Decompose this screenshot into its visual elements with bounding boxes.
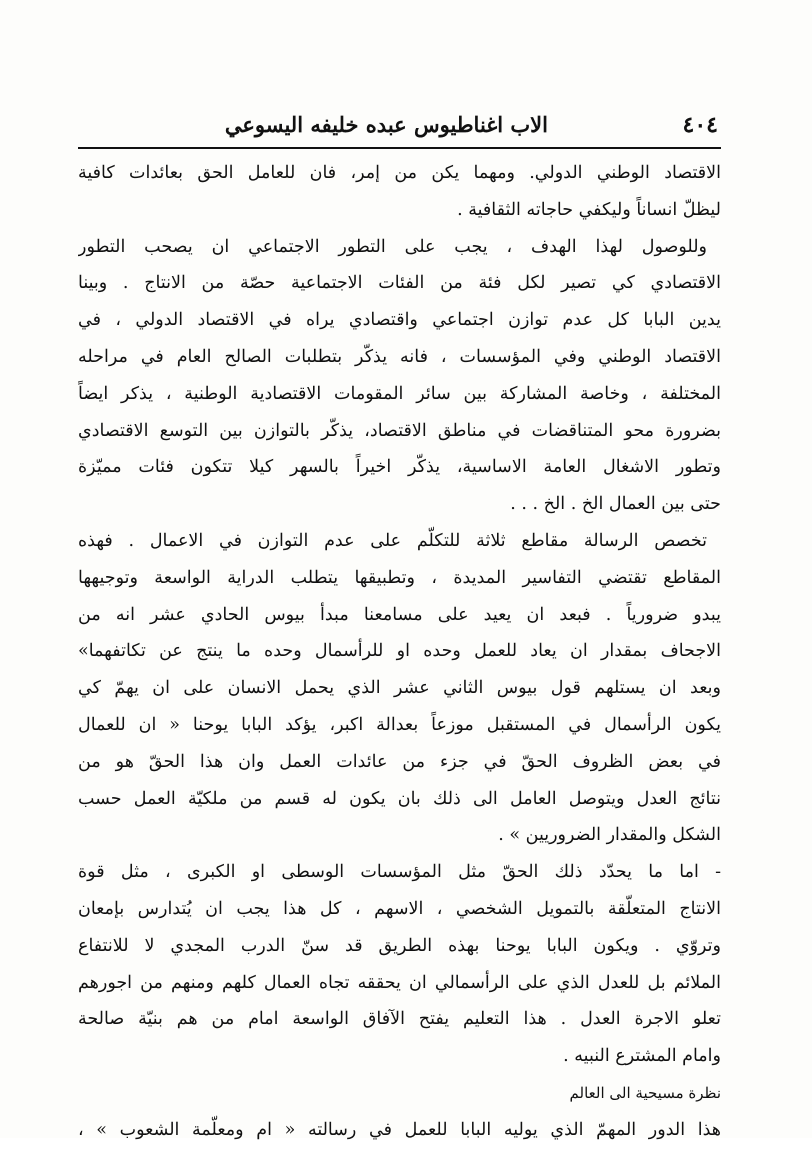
text-line: الشكل والمقدار الضروريين » . — [498, 825, 721, 846]
text-line: وتطور الاشغال العامة الاساسية، يذكّر اخيراً بالسهر كيلا تتكون فئات مميّزة — [78, 457, 721, 478]
text-line: وبعد ان يستلهم قول بيوس الثاني عشر الذي يحمل الانسان على ان يهمّ كي — [78, 678, 721, 699]
text-line: وامام المشترع النبيه . — [563, 1046, 721, 1067]
text-line: يكون الرأسمال في المستقبل موزعاً بعدالة اكبر، يؤكد البابا يوحنا « ان للعمال — [78, 714, 721, 735]
page-number: ٤٠٤ — [682, 112, 718, 138]
text-line: حتى بين العمال الخ . الخ . . . — [510, 494, 721, 515]
text-line: المختلفة ، وخاصة المشاركة بين سائر المقومات الاقتصادية الوطنية ، يذكر ايضاً — [78, 383, 721, 404]
text-line: يبدو ضرورياً . فبعد ان يعيد على مسامعنا مبدأ بيوس الحادي عشر انه من — [78, 604, 721, 625]
running-title: الاب اغناطيوس عبده خليفه اليسوعي — [224, 112, 548, 137]
text-line: الاقتصادي كي تصير لكل فئة من الفئات الاجتماعية حصّة من الانتاج . وبينا — [78, 273, 721, 294]
text-line: هذا الدور المهمّ الذي يوليه البابا للعمل في رسالته « ام ومعلّمة الشعوب » ، — [78, 1119, 721, 1140]
text-line: يدين البابا كل عدم توازن اجتماعي واقتصادي يراه في الاقتصاد الدولي ، في — [78, 310, 721, 331]
text-line: بضرورة محو المتناقضات في مناطق الاقتصاد، يذكّر بالتوازن بين التوسع الاقتصادي — [78, 420, 721, 441]
page-header — [78, 108, 718, 146]
text-line: ليظلّ انساناً وليكفي حاجاته الثقافية . — [457, 199, 721, 220]
text-line: الاجحاف بمقدار ان يعاد للعمل وحده او للرأسمال وحده ما ينتج عن تكاتفهما» — [78, 641, 721, 662]
text-line: تخصص الرسالة مقاطع ثلاثة للتكلّم على عدم التوازن في الاعمال . فهذه — [78, 530, 707, 551]
body-text — [78, 155, 721, 1140]
text-line: وللوصول لهذا الهدف ، يجب على التطور الاجتماعي ان يصحب التطور — [78, 236, 707, 257]
header-rule — [78, 147, 721, 149]
text-line: الملائم بل للعدل الذي على الرأسمالي ان يحققه تجاه العمال كلهم ومنهم من اجورهم — [78, 972, 721, 993]
text-line: وتروّي . ويكون البابا يوحنا بهذه الطريق قد سنّ الدرب المجدي لا للانتفاع — [78, 935, 721, 956]
text-line: الاقتصاد الوطني وفي المؤسسات ، فانه يذكّر بتطلبات الصالح العام في مراحله — [78, 346, 721, 367]
text-line: تعلو الاجرة العدل . هذا التعليم يفتح الآفاق الواسعة امام من هم بنيّة صالحة — [78, 1009, 721, 1030]
section-heading: نظرة مسيحية الى العالم — [569, 1083, 721, 1102]
text-line: - اما ما يحدّد ذلك الحقّ مثل المؤسسات الوسطى او الكبرى ، مثل قوة — [78, 862, 721, 883]
text-line: المقاطع تقتضي التفاسير المديدة ، وتطبيقها يتطلب الدراية الواسعة وتوجيهها — [78, 567, 721, 588]
text-line: الاقتصاد الوطني الدولي. ومهما يكن من إمر، فان للعامل الحق بعائدات كافية — [78, 163, 721, 183]
text-line: نتائج العدل ويتوصل العامل الى ذلك بان يكون له قسم من ملكيّة العمل حسب — [78, 788, 721, 809]
text-line: في بعض الظروف الحقّ في جزء من عائدات العمل وان هذا الحقّ هو من — [78, 751, 721, 772]
text-line: الانتاج المتعلّقة بالتمويل الشخصي ، الاسهم ، كل هذا يجب ان يُتدارس بإمعان — [78, 898, 721, 919]
